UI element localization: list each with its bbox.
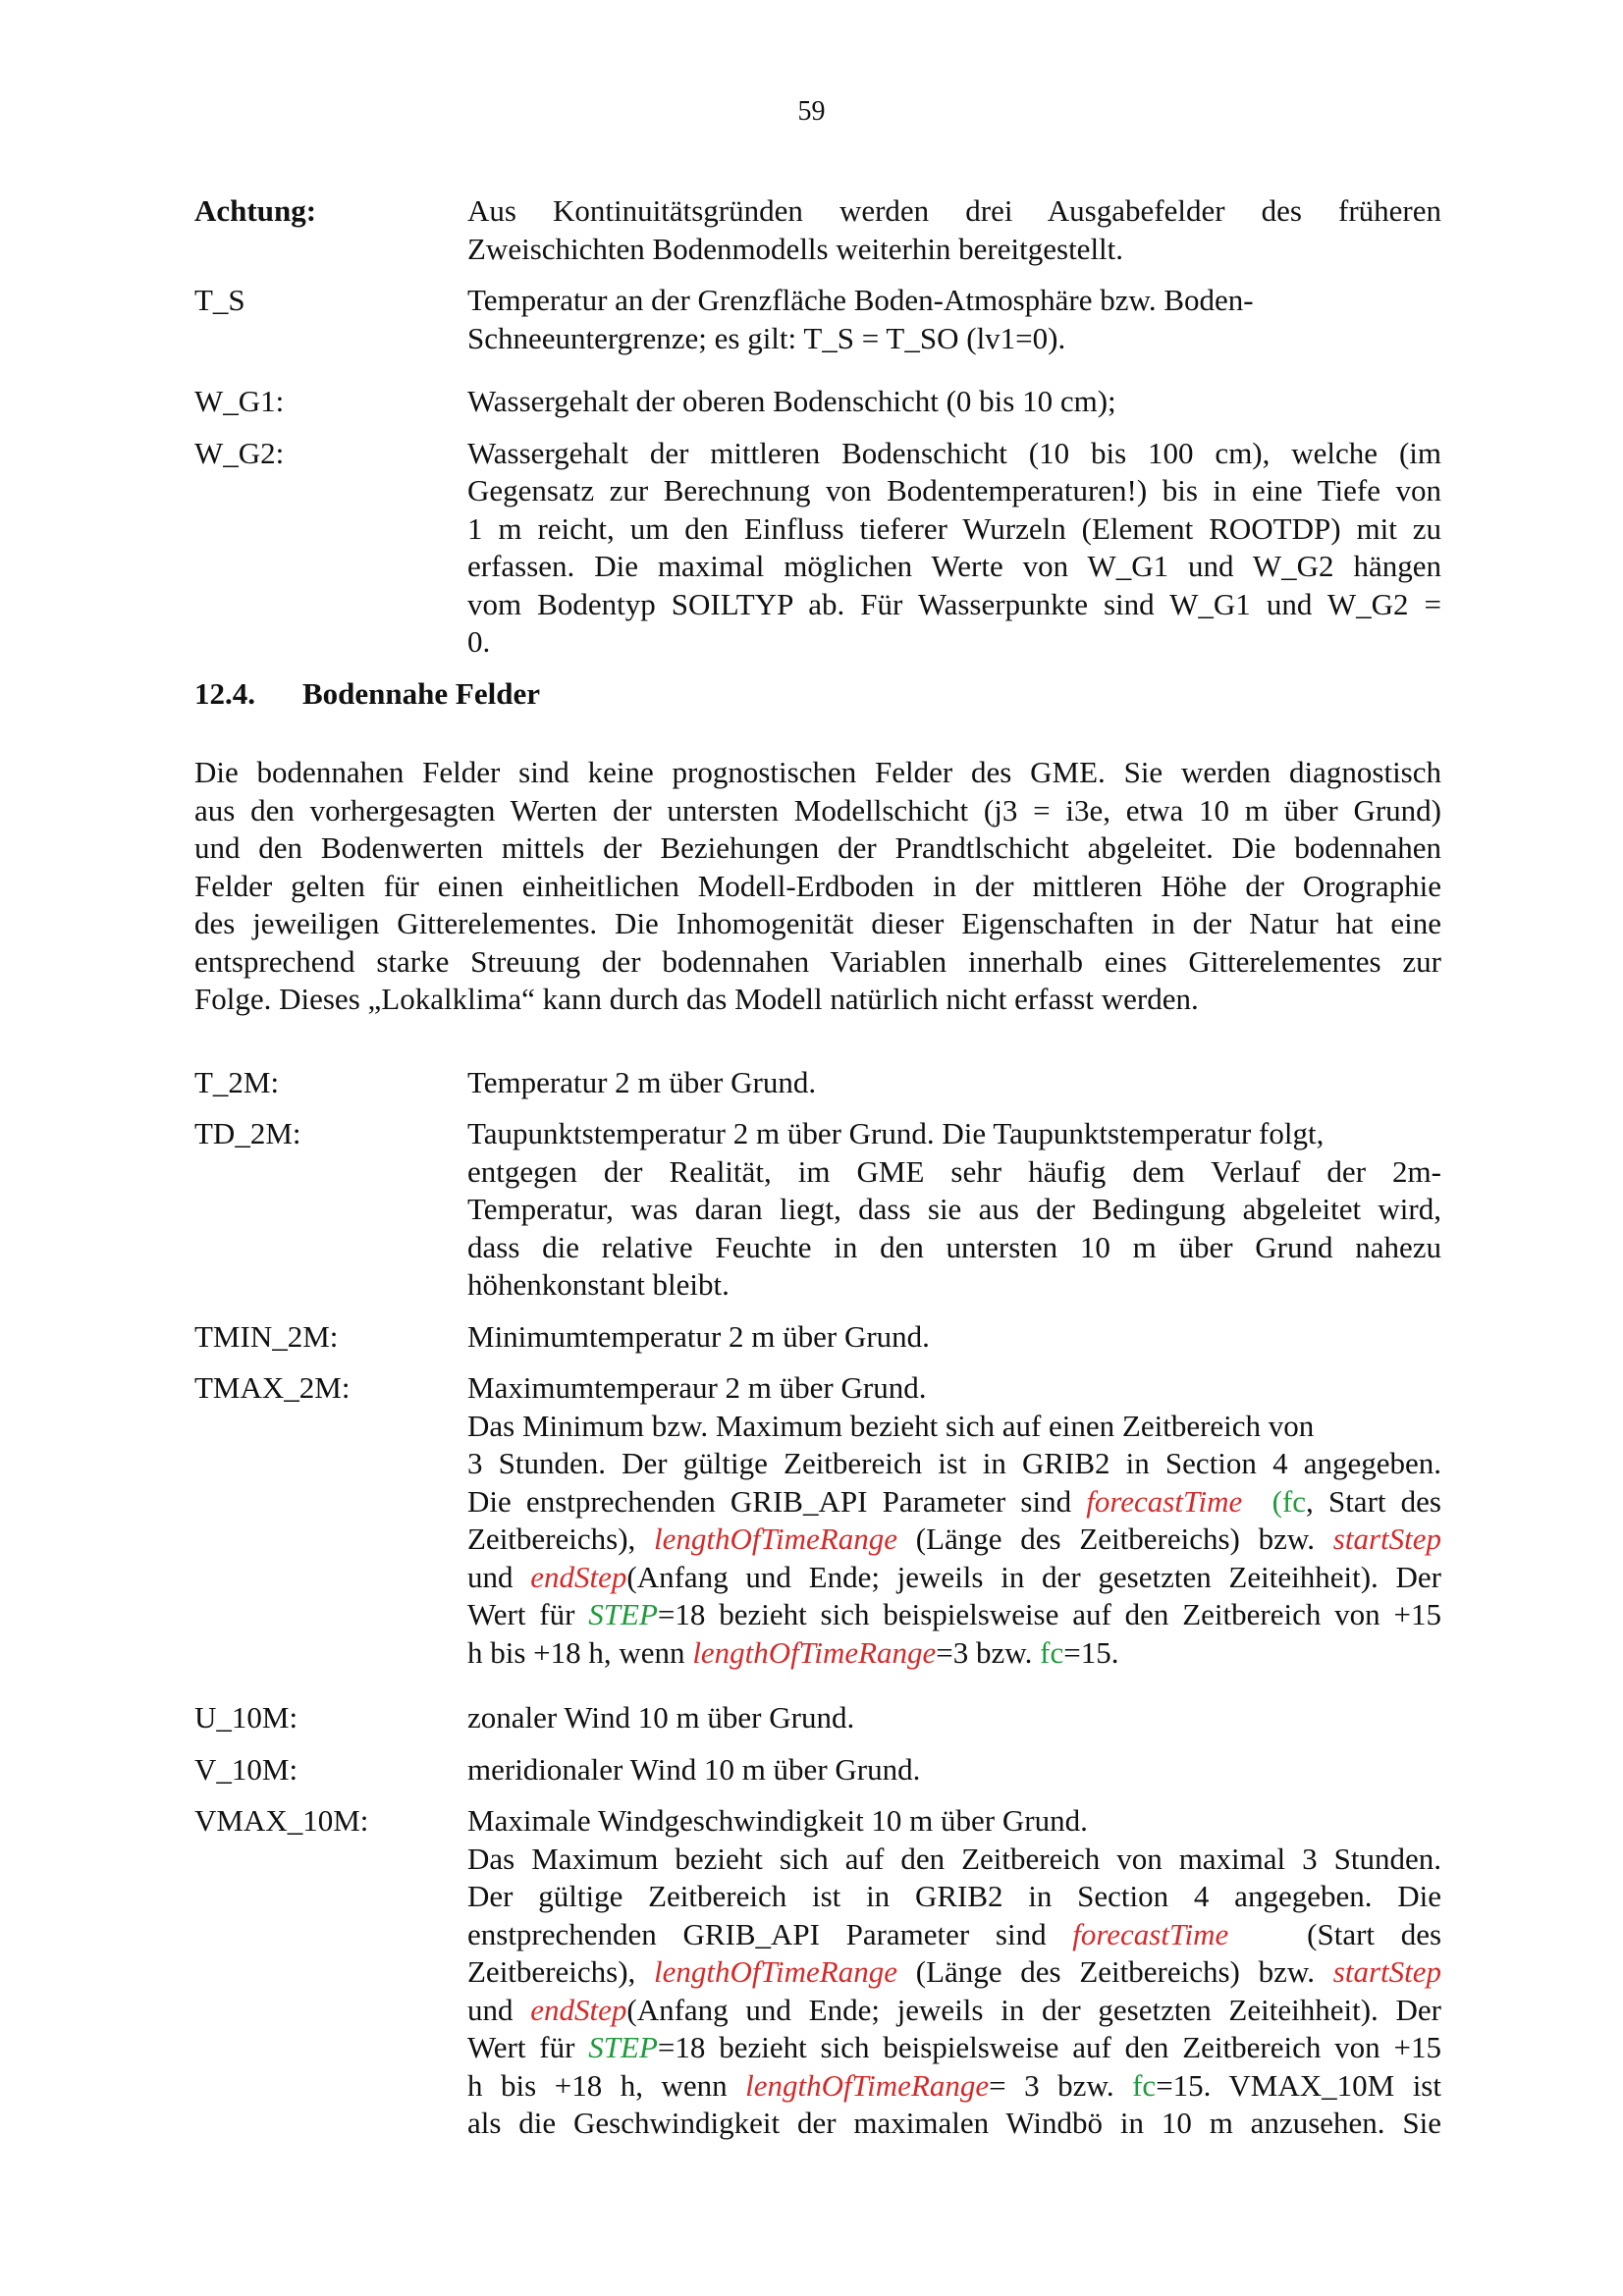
section-number: 12.4. [194,675,255,711]
text-line: Gegensatz zur Berechnung von Bodentemperaturen!) bis in eine Tiefe von [467,473,1441,507]
body-paragraph [194,754,1441,1019]
param-fc: (fc [1271,1483,1307,1519]
entry-u-10m [194,1699,1441,1737]
text-line: Das Maximum bezieht sich auf den Zeitbereich von maximal 3 Stunden. [467,1841,1441,1876]
entry-t-s [194,282,1441,357]
text-line: dass die relative Feuchte in den untersten 10 m über Grund nahezu [467,1229,1441,1264]
entry-tmin-2m [194,1318,1441,1357]
text-line [467,1916,1441,1954]
text-segment: (Anfang und Ende; jeweils in der gesetzten Zeiteihheit). Der [626,1559,1441,1594]
text-segment: (Länge des Zeitbereichs) bzw. [897,1522,1333,1556]
entry-description [467,1751,1441,1789]
entry-description [467,1802,1441,2143]
text-line [467,1521,1441,1559]
entry-description [467,1115,1441,1305]
text-segment: =18 bezieht sich beispielsweise auf den Zeitbereich von +15 [657,2030,1441,2064]
paragraph-line: und den Bodenwerten mittels der Beziehungen der Prandtlschicht abgeleitet. Die bodennahen [194,830,1441,865]
text-line [467,2029,1441,2067]
text-line [467,1992,1441,2030]
entry-t-2m [194,1064,1441,1102]
entry-term: T_2M: [194,1064,280,1099]
text-line: Das Minimum bzw. Maximum bezieht sich auf einen Zeitbereich von [467,1408,1315,1443]
entry-description [467,383,1441,421]
param-forecasttime: forecastTime [1072,1916,1229,1951]
entry-vmax-10m [194,1802,1441,2143]
entry-description [467,282,1441,357]
entry-description [467,435,1441,662]
text-line [467,1634,1441,1673]
text-line: Schneeuntergrenze; es gilt: T_S = T_SO (lv1=0). [467,320,1066,355]
text-segment: Wert für [467,1597,589,1631]
text-segment: , Start des [1306,1483,1441,1519]
text-segment: (Anfang und Ende; jeweils in der gesetzten Zeiteihheit). Der [626,1992,1441,2027]
paragraph-line: aus den vorhergesagten Werten der untersten Modellschicht (j3 = i3e, etwa 10 m über Grund) [194,792,1441,828]
entry-term: VMAX_10M: [194,1803,369,1838]
entry-description [467,1064,1441,1102]
entry-term: V_10M: [194,1751,298,1787]
page-content [194,192,1441,2157]
text-line: 1 m reicht, um den Einfluss tieferer Wurzeln (Element ROOTDP) mit zu [467,510,1441,546]
text-segment: Wert für [467,2030,589,2064]
text-line: Wassergehalt der oberen Bodenschicht (0 bis 10 cm); [467,384,1116,418]
text-line: zonaler Wind 10 m über Grund. [467,1700,855,1735]
param-lengthoftimerange: lengthOfTimeRange [692,1634,937,1670]
text-line: vom Bodentyp SOILTYP ab. Für Wasserpunkte sind W_G1 und W_G2 = [467,586,1441,621]
entry-w-g2 [194,435,1441,662]
text-segment: Die enstprechenden GRIB_API Parameter sind [467,1483,1087,1519]
entry-description [467,1699,1441,1737]
entry-term: TMAX_2M: [194,1370,351,1405]
text-line: Temperatur 2 m über Grund. [467,1064,817,1099]
page-number: 59 [797,96,826,127]
paragraph-line: Folge. Dieses „Lokalklima“ kann durch das Modell natürlich nicht erfasst werden. [194,982,1199,1016]
text-segment: = 3 bzw. [989,2067,1133,2103]
text-segment: =3 bzw. [936,1634,1041,1670]
text-line: Maximale Windgeschwindigkeit 10 m über Grund. [467,1803,1088,1838]
text-line: Temperatur, was daran liegt, dass sie aus der Bedingung abgeleitet wird, [467,1192,1441,1226]
entry-v-10m [194,1751,1441,1789]
param-fc: fc [1040,1634,1064,1670]
text-line: Aus Kontinuitätsgründen werden drei Ausgabefelder des früheren [467,193,1441,228]
param-forecasttime: forecastTime [1086,1483,1243,1519]
text-segment: und [467,1992,531,2027]
text-segment: =15. [1063,1634,1119,1670]
entry-term: Achtung: [194,193,317,228]
section-heading [194,675,1441,714]
entry-term: U_10M: [194,1700,298,1735]
text-segment: enstprechenden GRIB_API Parameter sind [467,1916,1073,1951]
text-segment: (Länge des Zeitbereichs) bzw. [897,1954,1333,1989]
param-endstep: endStep [530,1559,627,1594]
paragraph-line: entsprechend starke Streuung der bodennahen Variablen innerhalb eines Gitterelementes zur [194,943,1441,979]
param-lengthoftimerange: lengthOfTimeRange [745,2067,990,2103]
paragraph-line: Felder gelten für einen einheitlichen Modell-Erdboden in der mittleren Höhe der Orographie [194,868,1441,903]
entry-td-2m [194,1115,1441,1305]
text-segment: und [467,1559,531,1594]
entry-term: T_S [194,283,245,317]
text-segment: Zeitbereichs), [467,1522,655,1556]
text-line [467,1483,1441,1522]
paragraph-line: Die bodennahen Felder sind keine prognostischen Felder des GME. Sie werden diagnostisch [194,755,1441,789]
param-step: STEP [588,2030,658,2064]
param-endstep: endStep [530,1992,627,2027]
entry-w-g1 [194,383,1441,421]
entry-description [467,192,1441,268]
text-line: als die Geschwindigkeit der maximalen Windbö in 10 m anzusehen. Sie [467,2106,1441,2140]
text-line: erfassen. Die maximal möglichen Werte von W_G1 und W_G2 hängen [467,549,1441,583]
entry-tmax-2m [194,1369,1441,1672]
entry-description [467,1369,1441,1672]
text-line: Der gültige Zeitbereich ist in GRIB2 in Section 4 angegeben. Die [467,1879,1441,1913]
text-line: meridionaler Wind 10 m über Grund. [467,1751,921,1787]
entry-achtung [194,192,1441,268]
param-startstep: startStep [1332,1522,1441,1556]
text-line: Maximumtemperaur 2 m über Grund. [467,1370,927,1405]
param-step: STEP [588,1597,658,1631]
text-line: Taupunktstemperatur 2 m über Grund. Die Taupunktstemperatur folgt, [467,1116,1325,1150]
text-segment: (Start des [1280,1916,1442,1951]
text-line [467,1596,1441,1634]
param-lengthoftimerange: lengthOfTimeRange [654,1954,898,1989]
entry-term: TMIN_2M: [194,1318,339,1354]
text-line [467,1559,1441,1597]
section-title: Bodennahe Felder [302,675,540,711]
text-line: Temperatur an der Grenzfläche Boden-Atmosphäre bzw. Boden- [467,283,1254,317]
param-startstep: startStep [1332,1954,1441,1989]
text-line: 0. [467,624,491,659]
text-line: entgegen der Realität, im GME sehr häufig dem Verlauf der 2m- [467,1153,1441,1189]
text-line [467,2067,1441,2106]
text-line: Zweischichten Bodenmodells weiterhin bereitgestellt. [467,231,1124,266]
text-line [467,1953,1441,1992]
param-fc: fc [1132,2067,1157,2103]
text-line: Minimumtemperatur 2 m über Grund. [467,1318,930,1354]
text-segment: h bis +18 h, wenn [467,2067,746,2103]
text-line: 3 Stunden. Der gültige Zeitbereich ist in GRIB2 in Section 4 angegeben. [467,1446,1441,1480]
paragraph-line: des jeweiligen Gitterelementes. Die Inhomogenität dieser Eigenschaften in der Natur hat eine [194,906,1441,940]
entry-term: TD_2M: [194,1116,301,1150]
entry-term: W_G1: [194,384,285,418]
entry-description [467,1318,1441,1357]
text-line: Wassergehalt der mittleren Bodenschicht (10 bis 100 cm), welche (im [467,435,1441,470]
text-segment: =15. VMAX_10M ist [1156,2067,1441,2103]
text-line: höhenkonstant bleibt. [467,1267,730,1302]
param-lengthoftimerange: lengthOfTimeRange [654,1522,898,1556]
entry-term: W_G2: [194,435,285,470]
text-segment: h bis +18 h, wenn [467,1634,693,1670]
text-segment: Zeitbereichs), [467,1954,655,1989]
text-segment: =18 bezieht sich beispielsweise auf den Zeitbereich von +15 [657,1597,1441,1631]
